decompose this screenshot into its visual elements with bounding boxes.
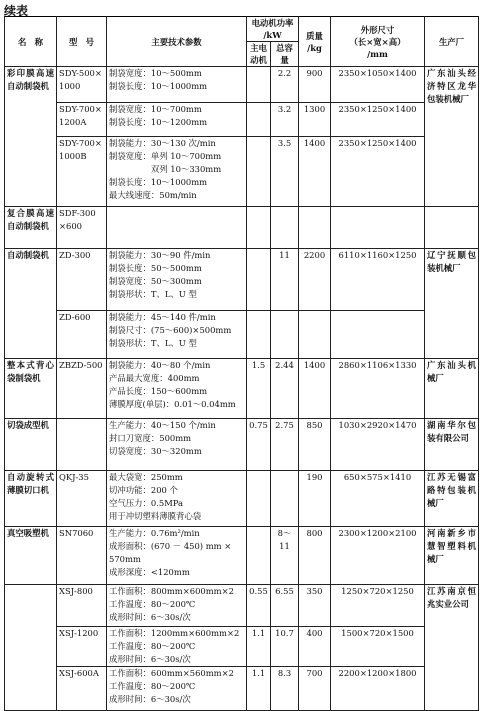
- table-row: [5, 667, 479, 711]
- model-cell: SDY-700× 1200A: [57, 103, 107, 137]
- model-cell: SN7060: [57, 527, 107, 585]
- header-maker: 生产厂: [425, 17, 479, 67]
- mass-cell: 800: [299, 527, 331, 585]
- param-line: 成形面积：(670 － 450) mm ×: [109, 541, 232, 551]
- maker-cell: 河南新乡市慧智塑料机械厂: [425, 527, 479, 585]
- power-total-cell: 2.2: [271, 67, 299, 103]
- param-line: 制袋长度：10～1000mm: [109, 81, 208, 91]
- params-cell: [107, 667, 247, 711]
- model-cell: XSJ-800: [57, 585, 107, 627]
- maker-cell: 湖南华尔包装有限公司: [425, 419, 479, 471]
- param-line: 制袋宽度：50～300mm: [109, 276, 202, 286]
- dims-cell: [331, 311, 425, 359]
- power-total-cell: 3.5: [271, 137, 299, 207]
- table-row: [5, 585, 479, 627]
- dims-cell: [331, 207, 425, 249]
- param-line: 制袋能力：30～130 次/min: [109, 138, 216, 148]
- equipment-table: [4, 16, 479, 711]
- param-line: 制袋尺寸：(75～600)×500mm: [109, 325, 232, 335]
- param-line: 工作温度：80～200℃: [109, 681, 196, 691]
- mass-cell: 700: [299, 667, 331, 711]
- dims-cell: 1250×720×1250: [331, 585, 425, 627]
- power-total-cell: 2.75: [271, 419, 299, 471]
- table-row: [5, 103, 479, 137]
- params-cell: [107, 249, 247, 311]
- model-cell: SDY-700× 1000B: [57, 137, 107, 207]
- power-main-cell: 1.5: [247, 359, 271, 419]
- param-line: 制袋形状：T、L、U 型: [109, 338, 197, 348]
- param-line: 制袋能力：30～90 件/min: [109, 250, 211, 260]
- power-main-cell: 0.55: [247, 585, 271, 627]
- param-line: 制袋形状：T、L、U 型: [109, 289, 197, 299]
- table-row: [5, 471, 479, 527]
- power-main-cell: [247, 137, 271, 207]
- param-line: 切冲功能：200 个: [109, 485, 178, 495]
- dims-cell: 2200×1200×1800: [331, 667, 425, 711]
- header-mass: 质量 /kg: [299, 17, 331, 67]
- param-line: 工作面积：1200mm×600mm×2: [109, 628, 240, 638]
- param-line: 制袋宽度：10～500mm: [109, 68, 202, 78]
- param-line: 工作温度：80～200℃: [109, 641, 196, 651]
- power-total-cell: [271, 311, 299, 359]
- power-total-cell: 8～11: [271, 527, 299, 585]
- table-row: [5, 207, 479, 249]
- dims-cell: 6110×1160×1250: [331, 249, 425, 311]
- params-cell: [107, 359, 247, 419]
- table-row: [5, 527, 479, 585]
- equipment-name-cell: 彩印膜高速自动制袋机: [5, 67, 57, 207]
- param-line: 封口刀宽度：500mm: [109, 433, 192, 443]
- power-total-cell: 11: [271, 249, 299, 311]
- params-cell: [107, 207, 247, 249]
- maker-cell: 广东汕头经济特区龙华包装机械厂: [425, 67, 479, 207]
- header-power: 电动机功率 /kW: [247, 17, 299, 42]
- dims-cell: 2350×1250×1400: [331, 103, 425, 137]
- equipment-name-cell: 真空吸塑机: [5, 527, 57, 585]
- power-main-cell: [247, 67, 271, 103]
- table-row: [5, 137, 479, 207]
- header-name: 名 称: [5, 17, 57, 67]
- maker-cell: 辽宁抚顺包装机械厂: [425, 249, 479, 359]
- mass-cell: 900: [299, 67, 331, 103]
- model-cell: ZBZD-500: [57, 359, 107, 419]
- power-main-cell: [247, 249, 271, 311]
- param-line: 空气压力：0.5MPa: [109, 498, 184, 508]
- power-main-cell: [247, 527, 271, 585]
- mass-cell: 350: [299, 585, 331, 627]
- param-line: 工作面积：600mm×560mm×2: [109, 668, 234, 678]
- mass-cell: 400: [299, 627, 331, 667]
- param-line: 制袋宽度：10～700mm: [109, 104, 202, 114]
- model-cell: SDY-500× 1000: [57, 67, 107, 103]
- param-line: 制袋能力：40～80 个/min: [109, 360, 211, 370]
- power-main-cell: [247, 207, 271, 249]
- header-power-total: 总容量: [271, 42, 299, 67]
- dims-cell: 650×575×1410: [331, 471, 425, 527]
- param-line: 最大袋宽：250mm: [109, 472, 183, 482]
- dims-cell: 2300×1200×2100: [331, 527, 425, 585]
- dims-cell: 2860×1106×1330: [331, 359, 425, 419]
- table-row: [5, 67, 479, 103]
- param-line: 生产能力：40～150 个/min: [109, 420, 216, 430]
- power-total-cell: 10.7: [271, 627, 299, 667]
- dims-cell: 1500×720×1500: [331, 627, 425, 667]
- params-cell: [107, 137, 247, 207]
- equipment-name-cell: 整本式背心袋制袋机: [5, 359, 57, 419]
- param-line: 制袋长度：50～500mm: [109, 263, 202, 273]
- param-line: 用于冲切塑料薄膜背心袋: [109, 511, 202, 521]
- params-cell: [107, 67, 247, 103]
- param-line: 570mm: [109, 554, 141, 564]
- mass-cell: 190: [299, 471, 331, 527]
- param-line: 制袋宽度：单列 10～700mm: [109, 151, 222, 161]
- header-model: 型 号: [57, 17, 107, 67]
- params-cell: [107, 419, 247, 471]
- model-cell: [57, 419, 107, 471]
- power-main-cell: [247, 103, 271, 137]
- equipment-name-cell: 复合膜高速自动制袋机: [5, 207, 57, 249]
- mass-cell: 1400: [299, 137, 331, 207]
- dims-cell: 2350×1050×1400: [331, 67, 425, 103]
- table-row: [5, 627, 479, 667]
- param-line: 成形深度：<120mm: [109, 567, 190, 577]
- power-main-cell: 0.75: [247, 419, 271, 471]
- maker-cell: [425, 207, 479, 249]
- table-body: [5, 67, 479, 711]
- power-total-cell: 3.2: [271, 103, 299, 137]
- param-line: 成形时间：6～30s/次: [109, 694, 191, 704]
- model-cell: XSJ-1200: [57, 627, 107, 667]
- model-cell: SDF-300 ×600: [57, 207, 107, 249]
- param-line: 制袋长度：10～1000mm: [109, 177, 208, 187]
- params-cell: [107, 471, 247, 527]
- params-cell: [107, 627, 247, 667]
- header-params: 主要技术参数: [107, 17, 247, 67]
- equipment-name-cell: 自动旋转式薄膜切口机: [5, 471, 57, 527]
- param-line: 成形时间：6～30s/次: [109, 654, 191, 664]
- power-main-cell: [247, 311, 271, 359]
- model-cell: ZD-300: [57, 249, 107, 311]
- param-line: 制袋长度：10～1200mm: [109, 117, 208, 127]
- dims-cell: 2350×1250×1400: [331, 137, 425, 207]
- maker-cell: 广东汕头机械厂: [425, 359, 479, 419]
- header-power-main: 主电 动机: [247, 42, 271, 67]
- table-row: [5, 359, 479, 419]
- mass-cell: 1400: [299, 359, 331, 419]
- power-main-cell: [247, 471, 271, 527]
- maker-cell: 江苏南京恒兆实业公司: [425, 585, 479, 711]
- param-line: 生产能力：0.76m²/min: [109, 528, 200, 538]
- params-cell: [107, 311, 247, 359]
- table-row: [5, 311, 479, 359]
- table-row: [5, 249, 479, 311]
- param-line: 最大线速度：50m/min: [109, 190, 197, 200]
- param-line: 切袋宽度：30～320mm: [109, 446, 202, 456]
- param-line: 薄膜厚度(单层)：0.01～0.04mm: [109, 399, 236, 409]
- power-main-cell: 1.1: [247, 627, 271, 667]
- param-line: 成形时间：6～30s/次: [109, 612, 191, 622]
- table-row: [5, 419, 479, 471]
- param-line: 产品长度：150～600mm: [109, 386, 208, 396]
- table-caption: 续表: [4, 4, 29, 18]
- mass-cell: 2200: [299, 249, 331, 311]
- power-total-cell: 8.3: [271, 667, 299, 711]
- equipment-name-cell: 切袋成型机: [5, 419, 57, 471]
- mass-cell: 850: [299, 419, 331, 471]
- param-line: 产品最大宽度：400mm: [109, 373, 200, 383]
- power-main-cell: 1.1: [247, 667, 271, 711]
- mass-cell: 1300: [299, 103, 331, 137]
- power-total-cell: 2.44: [271, 359, 299, 419]
- power-total-cell: 6.55: [271, 585, 299, 627]
- param-line: 双列 10～330mm: [109, 164, 222, 174]
- equipment-name-cell: 自动制袋机: [5, 249, 57, 359]
- power-total-cell: [271, 207, 299, 249]
- header-dims: 外形尺寸 （长×宽×高） /mm: [331, 17, 425, 67]
- model-cell: ZD-600: [57, 311, 107, 359]
- params-cell: [107, 527, 247, 585]
- mass-cell: [299, 311, 331, 359]
- mass-cell: [299, 207, 331, 249]
- param-line: 工作温度：80～200℃: [109, 599, 196, 609]
- equipment-name-cell: [5, 585, 57, 711]
- power-total-cell: [271, 471, 299, 527]
- dims-cell: 1030×2920×1470: [331, 419, 425, 471]
- param-line: 制袋能力：45～140 件/min: [109, 312, 216, 322]
- maker-cell: 江苏无锡富路特包装机械厂: [425, 471, 479, 527]
- params-cell: [107, 103, 247, 137]
- param-line: 工作面积：800mm×600mm×2: [109, 586, 234, 596]
- model-cell: QKJ-35: [57, 471, 107, 527]
- model-cell: XSJ-600A: [57, 667, 107, 711]
- params-cell: [107, 585, 247, 627]
